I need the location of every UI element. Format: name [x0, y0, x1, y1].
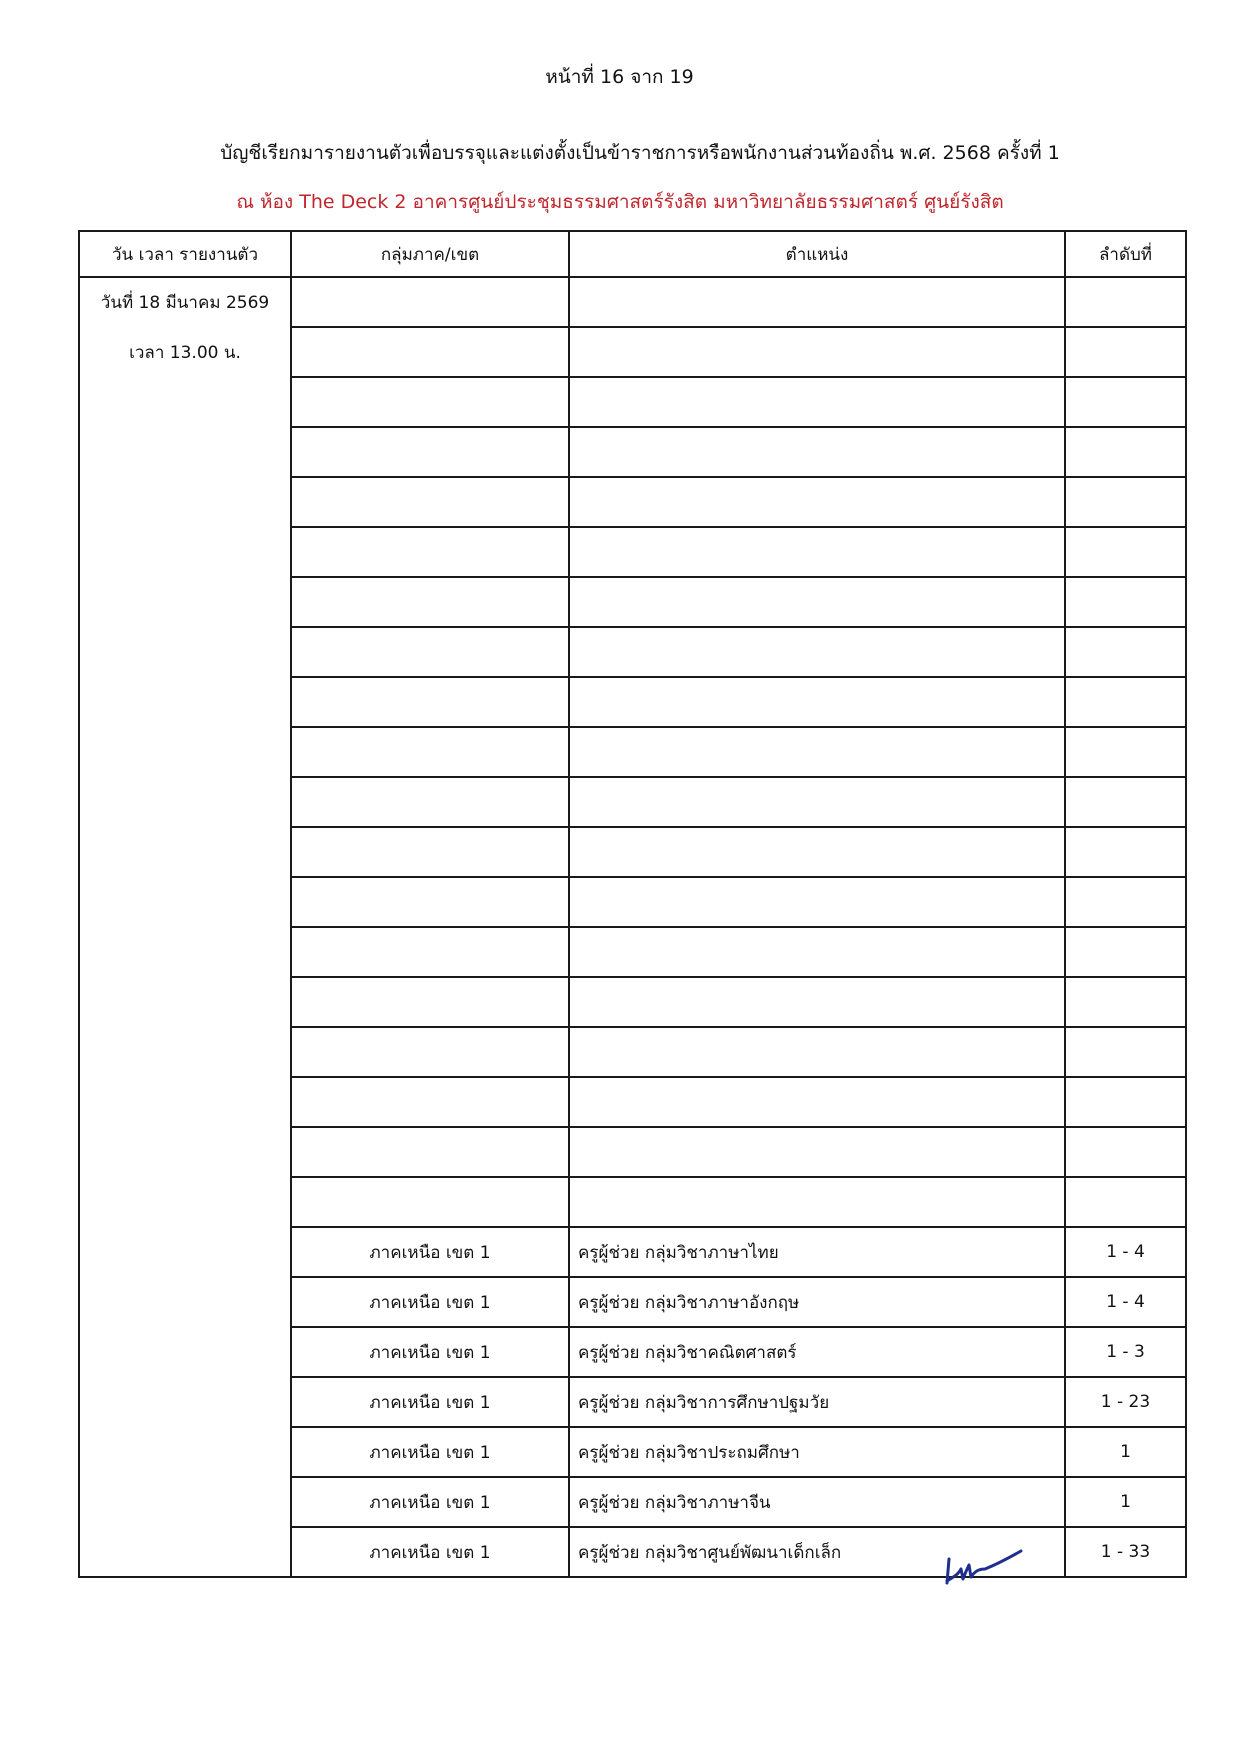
region-cell: [291, 1027, 569, 1077]
order-cell: [1065, 1177, 1186, 1227]
region-cell: [291, 677, 569, 727]
order-cell: [1065, 977, 1186, 1027]
position-cell: [569, 877, 1065, 927]
column-header-position: ตำแหน่ง: [569, 231, 1065, 277]
position-cell: [569, 377, 1065, 427]
position-cell: [569, 827, 1065, 877]
region-cell: [291, 727, 569, 777]
position-cell: [569, 327, 1065, 377]
position-cell: [569, 1027, 1065, 1077]
position-cell: [569, 1077, 1065, 1127]
order-cell: 1 - 4: [1065, 1227, 1186, 1277]
region-cell: [291, 277, 569, 327]
position-cell: [569, 1177, 1065, 1227]
position-cell: [569, 677, 1065, 727]
report-date-time-cell: [79, 277, 291, 1577]
region-cell: [291, 427, 569, 477]
order-cell: [1065, 377, 1186, 427]
order-cell: 1: [1065, 1427, 1186, 1477]
region-cell: [291, 777, 569, 827]
order-cell: [1065, 927, 1186, 977]
region-cell: [291, 377, 569, 427]
order-cell: [1065, 577, 1186, 627]
region-cell: ภาคเหนือ เขต 1: [291, 1227, 569, 1277]
position-cell: [569, 977, 1065, 1027]
position-cell: ครูผู้ช่วย กลุ่มวิชาคณิตศาสตร์: [569, 1327, 1065, 1377]
region-cell: [291, 1177, 569, 1227]
order-cell: [1065, 1077, 1186, 1127]
order-cell: [1065, 277, 1186, 327]
position-cell: [569, 427, 1065, 477]
position-cell: [569, 477, 1065, 527]
order-cell: [1065, 827, 1186, 877]
region-cell: [291, 927, 569, 977]
order-cell: [1065, 1127, 1186, 1177]
order-cell: [1065, 327, 1186, 377]
order-cell: 1 - 3: [1065, 1327, 1186, 1377]
position-cell: ครูผู้ช่วย กลุ่มวิชาศูนย์พัฒนาเด็กเล็ก: [569, 1527, 1065, 1577]
region-cell: [291, 477, 569, 527]
order-cell: 1 - 4: [1065, 1277, 1186, 1327]
position-cell: [569, 727, 1065, 777]
position-cell: [569, 777, 1065, 827]
region-cell: [291, 977, 569, 1027]
region-cell: [291, 1077, 569, 1127]
table-row: [79, 277, 1186, 327]
table-body: [79, 277, 1186, 1577]
table-header-row: [79, 231, 1186, 277]
order-cell: [1065, 1027, 1186, 1077]
handwritten-signature-icon: [935, 1545, 1025, 1585]
position-cell: ครูผู้ช่วย กลุ่มวิชาภาษาอังกฤษ: [569, 1277, 1065, 1327]
document-subtitle-venue: ณ ห้อง The Deck 2 อาคารศูนย์ประชุมธรรมศาสตร์รังสิต มหาวิทยาลัยธรรมศาสตร์ ศูนย์รังสิต: [236, 191, 1004, 213]
position-cell: ครูผู้ช่วย กลุ่มวิชาภาษาไทย: [569, 1227, 1065, 1277]
order-cell: [1065, 677, 1186, 727]
region-cell: [291, 327, 569, 377]
region-cell: [291, 827, 569, 877]
page-number: หน้าที่ 16 จาก 19: [545, 66, 694, 88]
report-time: เวลา 13.00 น.: [129, 343, 241, 363]
order-cell: [1065, 727, 1186, 777]
region-cell: ภาคเหนือ เขต 1: [291, 1327, 569, 1377]
roster-table: [78, 230, 1187, 1578]
order-cell: [1065, 477, 1186, 527]
region-cell: ภาคเหนือ เขต 1: [291, 1527, 569, 1577]
region-cell: [291, 1127, 569, 1177]
position-cell: [569, 527, 1065, 577]
order-cell: 1 - 23: [1065, 1377, 1186, 1427]
position-cell: [569, 1127, 1065, 1177]
report-date: วันที่ 18 มีนาคม 2569: [100, 293, 270, 313]
position-cell: [569, 277, 1065, 327]
position-cell: ครูผู้ช่วย กลุ่มวิชาภาษาจีน: [569, 1477, 1065, 1527]
document-title: บัญชีเรียกมารายงานตัวเพื่อบรรจุและแต่งตั้งเป็นข้าราชการหรือพนักงานส่วนท้องถิ่น พ.ศ. 2568 ครั้งที่ 1: [220, 142, 1060, 164]
region-cell: ภาคเหนือ เขต 1: [291, 1477, 569, 1527]
order-cell: [1065, 427, 1186, 477]
region-cell: ภาคเหนือ เขต 1: [291, 1427, 569, 1477]
order-cell: [1065, 877, 1186, 927]
order-cell: [1065, 777, 1186, 827]
region-cell: ภาคเหนือ เขต 1: [291, 1277, 569, 1327]
position-cell: ครูผู้ช่วย กลุ่มวิชาการศึกษาปฐมวัย: [569, 1377, 1065, 1427]
column-header-region: กลุ่มภาค/เขต: [291, 231, 569, 277]
column-header-order: ลำดับที่: [1065, 231, 1186, 277]
order-cell: 1 - 33: [1065, 1527, 1186, 1577]
order-cell: [1065, 627, 1186, 677]
position-cell: [569, 577, 1065, 627]
region-cell: [291, 577, 569, 627]
column-header-date-time: วัน เวลา รายงานตัว: [79, 231, 291, 277]
order-cell: 1: [1065, 1477, 1186, 1527]
region-cell: ภาคเหนือ เขต 1: [291, 1377, 569, 1427]
region-cell: [291, 627, 569, 677]
position-cell: [569, 627, 1065, 677]
position-cell: [569, 927, 1065, 977]
region-cell: [291, 527, 569, 577]
position-cell: ครูผู้ช่วย กลุ่มวิชาประถมศึกษา: [569, 1427, 1065, 1477]
order-cell: [1065, 527, 1186, 577]
region-cell: [291, 877, 569, 927]
